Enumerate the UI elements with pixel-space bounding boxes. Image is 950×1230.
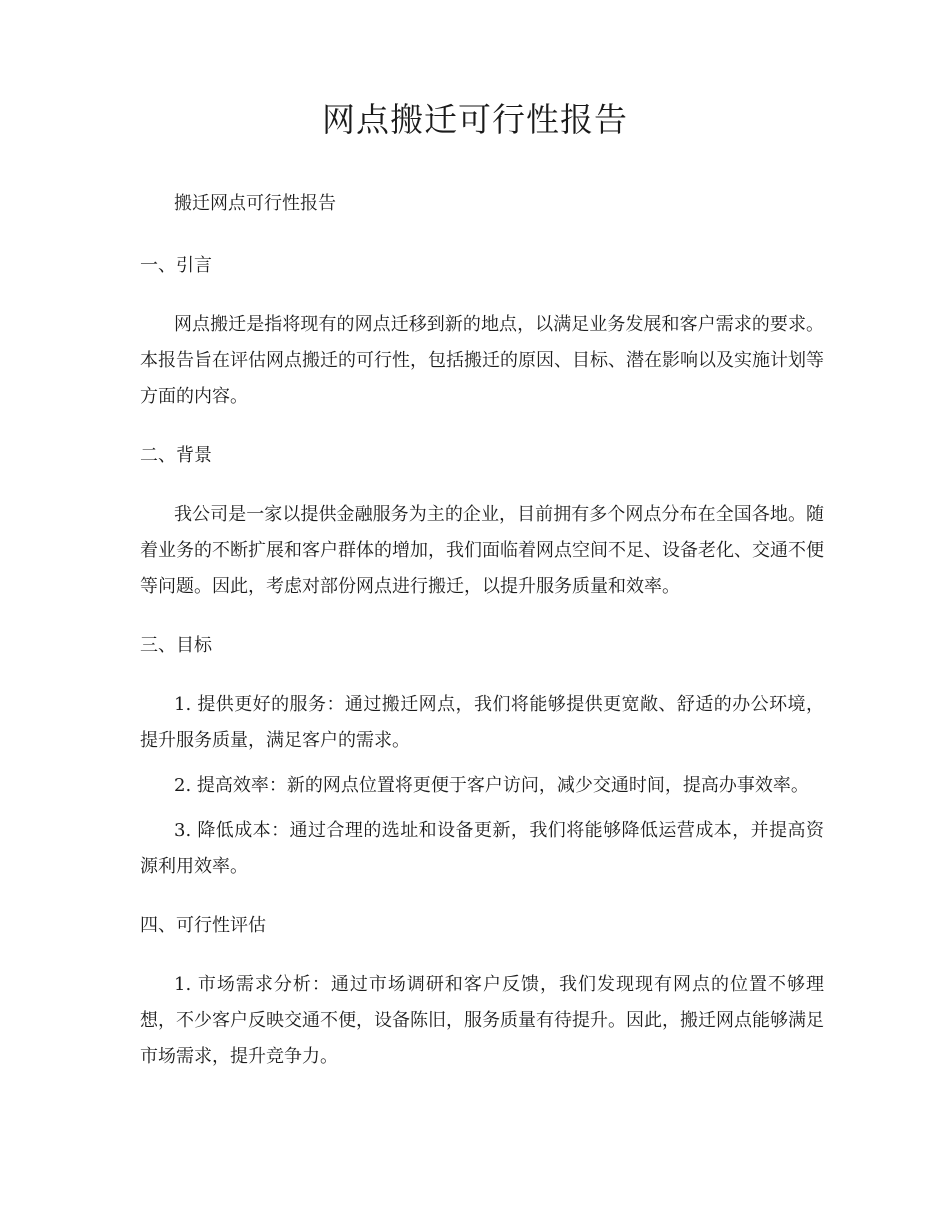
goal-item-1: 1. 提供更好的服务：通过搬迁网点，我们将能够提供更宽敞、舒适的办公环境，提升服务质量，满足客户的需求。 [140, 694, 824, 751]
section-heading-background: 二、背景 [140, 445, 212, 466]
intro-paragraph: 网点搬迁是指将现有的网点迁移到新的地点，以满足业务发展和客户需求的要求。本报告旨在评估网点搬迁的可行性，包括搬迁的原因、目标、潜在影响以及实施计划等方面的内容。 [140, 314, 824, 407]
goal-item-2: 2. 提高效率：新的网点位置将更便于客户访问，减少交通时间，提高办事效率。 [174, 775, 809, 796]
evaluation-item-1: 1. 市场需求分析：通过市场调研和客户反馈，我们发现现有网点的位置不够理想，不少客户反映交通不便，设备陈旧，服务质量有待提升。因此，搬迁网点能够满足市场需求，提升竞争力。 [140, 974, 824, 1067]
goal-item-3: 3. 降低成本：通过合理的选址和设备更新，我们将能够降低运营成本，并提高资源利用效率。 [140, 820, 824, 877]
section-heading-evaluation: 四、可行性评估 [140, 915, 266, 936]
section-heading-intro: 一、引言 [140, 255, 212, 276]
document-body [140, 186, 824, 1092]
document-subtitle: 搬迁网点可行性报告 [174, 193, 336, 214]
document-title: 网点搬迁可行性报告 [322, 100, 628, 139]
background-paragraph: 我公司是一家以提供金融服务为主的企业，目前拥有多个网点分布在全国各地。随着业务的不断扩展和客户群体的增加，我们面临着网点空间不足、设备老化、交通不便等问题。因此，考虑对部份网点进行搬迁，以提升服务质量和效率。 [140, 504, 824, 597]
section-heading-goals: 三、目标 [140, 635, 212, 656]
